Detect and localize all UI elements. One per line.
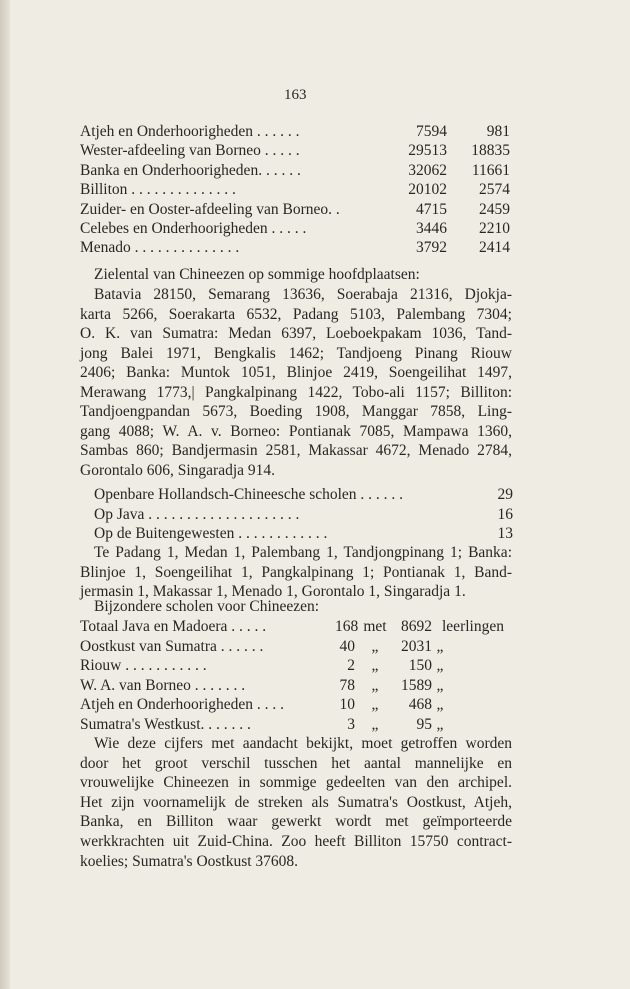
text-line: Sambas 860; Bandjermasin 2581, Makassar 4672, Menado 2784, <box>80 442 512 459</box>
special-unit: „ <box>436 637 444 655</box>
table-row <box>80 180 510 200</box>
special-school-row <box>80 656 514 676</box>
text-line: gang 4088; W. A. v. Borneo: Pontianak 7085, Mampawa 1360, <box>80 422 512 440</box>
special-value: 168 <box>335 618 359 635</box>
table-row <box>80 238 510 258</box>
row-value-a: 7594 <box>416 123 447 140</box>
paragraph-heading: Zielental van Chineezen op sommige hoofdplaatsen: <box>94 266 420 283</box>
school-label: Op de Buitengewesten . . . . . . . . . . . . <box>94 525 328 542</box>
row-label: Menado . . . . . . . . . . . . . . <box>80 239 240 257</box>
text-line: O. K. van Sumatra: Medan 6397, Loeboekpakam 1036, Tand- <box>80 325 512 342</box>
row-value-b: 2574 <box>479 181 510 199</box>
text-line: jermasin 1, Makassar 1, Menado 1, Gorontalo 1, Singaradja 1. <box>80 583 466 600</box>
school-row <box>94 485 513 505</box>
special-value: 40 <box>339 637 355 655</box>
text-line: Wie deze cijfers met aandacht bekijkt, moet getroffen worden <box>94 735 512 752</box>
row-value-a: 3792 <box>416 239 447 257</box>
special-met: „ <box>371 637 379 655</box>
text-line: door het groot verschil tusschen het aantal mannelijke en <box>80 754 512 772</box>
text-line: Batavia 28150, Semarang 13636, Soerabaja 21316, Djokja- <box>94 286 512 303</box>
school-row <box>94 524 513 544</box>
table-row <box>80 219 510 239</box>
special-label: W. A. van Borneo . . . . . . . <box>80 676 246 694</box>
special-label: Sumatra's Westkust. . . . . . . <box>80 716 251 733</box>
school-value: 13 <box>497 525 513 542</box>
special-label: Atjeh en Onderhoorigheden . . . . <box>80 696 285 714</box>
special-met: „ <box>371 696 379 714</box>
row-label: Atjeh en Onderhoorigheden . . . . . . <box>80 123 300 140</box>
text-line: jong Balei 1971, Bengkalis 1462; Tandjoeng Pinang Riouw <box>80 344 512 362</box>
row-value-b: 2210 <box>479 220 510 237</box>
special-unit: „ <box>436 716 444 733</box>
special-count: 8692 <box>401 618 432 635</box>
row-value-a: 29513 <box>408 142 447 160</box>
school-label: Op Java . . . . . . . . . . . . . . . . . . . . <box>94 505 300 523</box>
text-line: karta 5266, Soerakarta 6532, Padang 5103, Palembang 7304; <box>80 305 512 323</box>
row-label: Wester-afdeeling van Borneo . . . . . <box>80 142 300 160</box>
table-row <box>80 200 510 220</box>
special-unit: leerlingen <box>442 618 504 635</box>
text-line: Het zijn voornamelijk de streken als Sumatra's Oostkust, Atjeh, <box>80 793 512 811</box>
text-line: Banka, en Billiton waar gewerkt wordt met geïmporteerde <box>80 813 512 831</box>
row-value-a: 32062 <box>408 161 447 179</box>
page-number: 163 <box>284 87 307 103</box>
special-label: Riouw . . . . . . . . . . . <box>80 657 207 675</box>
special-met: met <box>363 618 387 635</box>
text-line: Tandjoengpandan 5673, Boeding 1908, Manggar 7858, Ling- <box>80 403 512 420</box>
table-row <box>80 161 510 181</box>
school-value: 16 <box>497 505 513 523</box>
row-value-a: 4715 <box>416 200 447 218</box>
special-school-row <box>80 715 514 735</box>
text-line: koelies; Sumatra's Oostkust 37608. <box>80 852 299 870</box>
row-label: Billiton . . . . . . . . . . . . . . <box>80 181 236 199</box>
special-count: 1589 <box>401 676 432 694</box>
row-value-b: 2459 <box>479 200 510 218</box>
special-unit: „ <box>436 657 444 675</box>
special-count: 150 <box>408 657 432 675</box>
text-line: Te Padang 1, Medan 1, Palembang 1, Tandjongpinang 1; Banka: <box>94 544 512 561</box>
special-met: „ <box>371 657 379 675</box>
text-line: Blinjoe 1, Soengeilihat 1, Pangkalpinang 1; Pontianak 1, Band- <box>80 563 512 581</box>
school-value: 29 <box>497 486 513 503</box>
special-unit: „ <box>436 696 444 714</box>
special-value: 3 <box>347 716 355 733</box>
row-label: Zuider- en Ooster-afdeeling van Borneo. . <box>80 200 340 218</box>
row-value-a: 20102 <box>408 181 447 199</box>
special-school-row <box>80 695 514 715</box>
row-value-a: 3446 <box>416 220 447 237</box>
row-label: Banka en Onderhoorigheden. . . . . . <box>80 161 301 179</box>
row-value-b: 11661 <box>471 161 510 179</box>
special-value: 10 <box>339 696 355 714</box>
special-met: „ <box>371 676 379 694</box>
special-count: 2031 <box>401 637 432 655</box>
row-value-b: 2414 <box>479 239 510 257</box>
special-unit: „ <box>436 676 444 694</box>
special-value: 2 <box>347 657 355 675</box>
row-value-b: 981 <box>486 123 510 140</box>
special-count: 468 <box>408 696 432 714</box>
row-value-b: 18835 <box>471 142 510 160</box>
text-line: Gorontalo 606, Singaradja 914. <box>80 461 276 479</box>
special-value: 78 <box>339 676 355 694</box>
row-label: Celebes en Onderhoorigheden . . . . . <box>80 220 307 237</box>
text-line: Merawang 1773,| Pangkalpinang 1422, Tobo-ali 1157; Billiton: <box>80 383 512 401</box>
special-label: Oostkust van Sumatra . . . . . . <box>80 637 264 655</box>
special-school-row <box>80 617 514 637</box>
text-line: 2406; Banka: Muntok 1051, Blinjoe 2419, Soengeilihat 1497, <box>80 364 512 381</box>
page-binding-edge <box>0 0 10 989</box>
school-row <box>94 505 513 525</box>
text-line: werkkrachten uit Zuid-China. Zoo heeft Billiton 15750 contract- <box>80 833 512 850</box>
special-school-row <box>80 676 514 696</box>
table-row <box>80 141 510 161</box>
special-schools-heading: Bijzondere scholen voor Chineezen: <box>94 598 320 615</box>
special-school-row <box>80 637 514 657</box>
text-line: vrouwelijke Chineezen in sommige gedeelten van den archipel. <box>80 774 512 792</box>
special-met: „ <box>371 716 379 733</box>
special-label: Totaal Java en Madoera . . . . . <box>80 618 267 635</box>
table-row <box>80 122 510 142</box>
school-label: Openbare Hollandsch-Chineesche scholen . . . . . . <box>94 486 404 503</box>
special-count: 95 <box>416 716 432 733</box>
